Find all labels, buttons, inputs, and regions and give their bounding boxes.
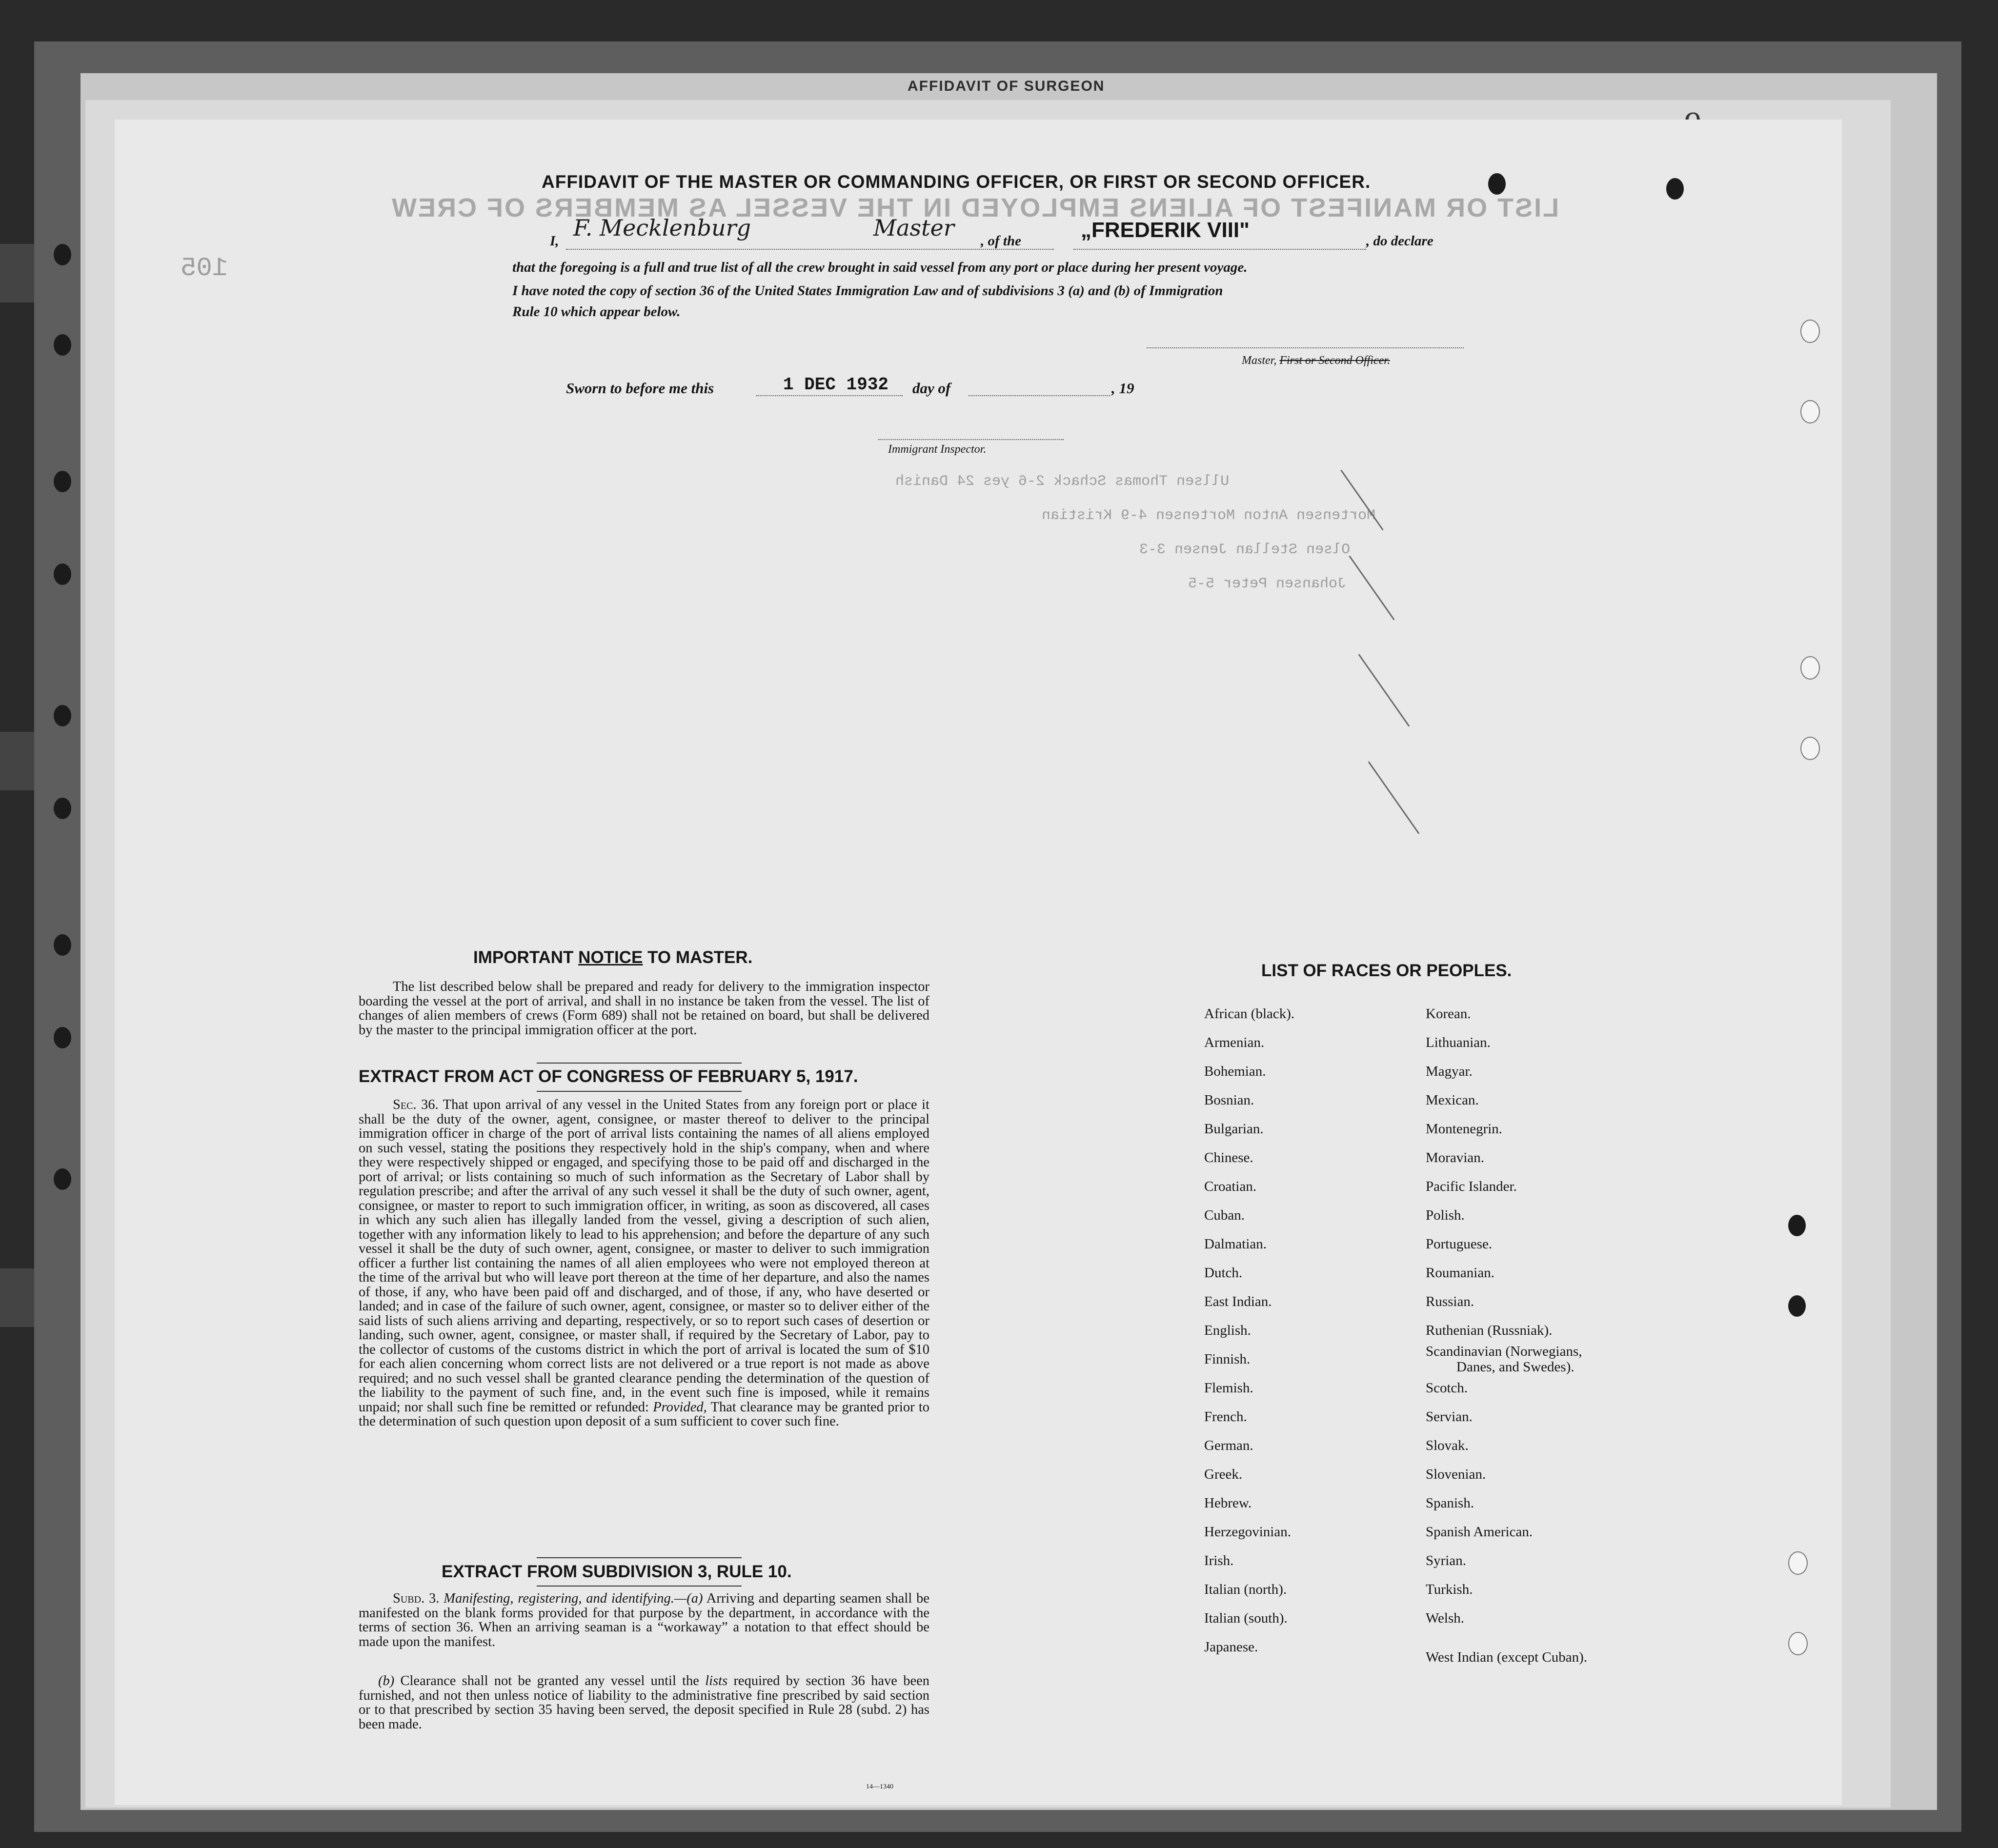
race-item: Slovak. (1426, 1438, 1469, 1453)
affidavit-line-1 (550, 233, 559, 249)
race-item: Moravian. (1426, 1150, 1484, 1165)
race-item: Magyar. (1426, 1064, 1473, 1079)
binder-hole (54, 1168, 71, 1190)
race-item: West Indian (except Cuban). (1426, 1649, 1588, 1665)
race-item: African (black). (1204, 1006, 1295, 1022)
affidavit-line-3: I have noted the copy of section 36 of the United States Immigration Law and of subdivisions 3 (a) and (b) of Immigration (512, 283, 1223, 299)
binder-hole (1800, 320, 1820, 343)
ghost-row: Johansen Peter 5-5 (1188, 576, 1347, 592)
race-item: Dalmatian. (1204, 1236, 1267, 1252)
ghost-manifest-title: LIST OR MANIFEST OF ALIENS EMPLOYED IN THE VESSEL AS MEMBERS OF CREW (390, 193, 1559, 222)
subdivision-title: Manifesting, registering, and identifying.—(a) (444, 1591, 703, 1606)
form-number: 14—1340 (866, 1783, 893, 1790)
pencil-mark (1368, 761, 1420, 834)
binder-hole (1800, 737, 1820, 760)
race-item: Portuguese. (1426, 1236, 1493, 1252)
race-item: Scandinavian (Norwegians, (1426, 1344, 1582, 1359)
race-item: Croatian. (1204, 1179, 1257, 1194)
master-caption-main: Master, (1242, 354, 1277, 367)
races-heading: LIST OF RACES OR PEOPLES. (1261, 961, 1512, 980)
pencil-mark (1358, 654, 1410, 726)
ghost-row: Mortensen Anton Mortensen 4-9 Kristian (1042, 507, 1376, 524)
ghost-row: Olsen Stellan Jensen 3-3 (1139, 542, 1351, 558)
provided-word: Provided, (653, 1399, 707, 1415)
race-item: Russian. (1426, 1294, 1474, 1309)
month-fill-line (969, 395, 1110, 396)
affidavit-heading: AFFIDAVIT OF THE MASTER OR COMMANDING OFFICER, OR FIRST OR SECOND OFFICER. (542, 172, 1371, 192)
subdivision-a-text: Arriving and departing seamen shall be manifested on the blank forms provided for that purpose by the department, in accordance with the terms of section 36. When an arriving seaman is a “workaway” a notation to that effect should be made upon the manifest. (359, 1591, 929, 1649)
race-item: Turkish. (1426, 1582, 1473, 1597)
race-item: Ruthenian (Russniak). (1426, 1323, 1553, 1338)
section-36-text-end: That clearance may be granted prior to the determination of such question upon deposit of a sum sufficient to cover such fine. (359, 1399, 930, 1429)
binder-hole (1488, 173, 1506, 195)
race-item: Montenegrin. (1426, 1121, 1503, 1137)
race-item: Bosnian. (1204, 1092, 1254, 1108)
race-item: Korean. (1426, 1006, 1471, 1022)
race-item: Mexican. (1426, 1092, 1479, 1108)
race-item: Polish. (1426, 1207, 1465, 1223)
binder-hole (1788, 1551, 1808, 1575)
binder-hole (1800, 656, 1820, 680)
sworn-date-line (756, 395, 903, 396)
section-rule (537, 1091, 742, 1092)
binder-hole (54, 1027, 71, 1048)
section-36-paragraph (359, 1098, 929, 1429)
race-item: Spanish American. (1426, 1524, 1533, 1540)
race-item: Japanese. (1204, 1639, 1258, 1655)
race-item: Servian. (1426, 1409, 1473, 1425)
master-signature-line (1147, 347, 1464, 348)
vessel-fill-line (1073, 249, 1366, 250)
binder-hole (1788, 1632, 1808, 1655)
binder-tab (0, 1268, 34, 1327)
race-item: Lithuanian. (1426, 1035, 1491, 1050)
race-item: Armenian. (1204, 1035, 1265, 1050)
race-item: Greek. (1204, 1466, 1243, 1482)
affidavit-line-4: Rule 10 which appear below. (512, 304, 681, 320)
race-item: French. (1204, 1409, 1247, 1425)
binder-hole (54, 471, 71, 492)
ghost-page-number: 105 (181, 254, 228, 283)
binder-hole (54, 563, 71, 585)
sworn-text: Sworn to before me this (566, 380, 714, 397)
extract-act-heading: EXTRACT FROM ACT OF CONGRESS OF FEBRUARY 5, 1917. (359, 1067, 858, 1086)
notice-heading-master: TO MASTER. (647, 948, 753, 967)
master-signature-name: F. Mecklenburg (573, 215, 751, 241)
section-36-label: Sec. 36. (393, 1097, 439, 1112)
notice-heading-important: IMPORTANT (473, 948, 574, 967)
race-item: Chinese. (1204, 1150, 1253, 1165)
notice-heading-notice: NOTICE (578, 948, 643, 967)
section-rule (537, 1557, 742, 1558)
extract-rule-heading: EXTRACT FROM SUBDIVISION 3, RULE 10. (442, 1562, 792, 1581)
master-caption (1242, 354, 1390, 367)
binder-tab (0, 732, 34, 790)
of-the-text: , of the (981, 233, 1021, 249)
surgeon-affidavit-title: AFFIDAVIT OF SURGEON (908, 78, 1105, 94)
binder-hole (54, 934, 71, 956)
subdivision-b-lists: lists (705, 1673, 728, 1688)
race-item: Irish. (1204, 1553, 1234, 1568)
race-item: Roumanian. (1426, 1265, 1494, 1281)
race-item: Scotch. (1426, 1380, 1468, 1396)
race-item: Italian (south). (1204, 1610, 1288, 1626)
notice-paragraph: The list described below shall be prepared and ready for delivery to the immigration inspector boarding the vessel at the port of arrival, and shall in no instance be taken from the vessel. The list of changes of alien members of crews (Form 689) shall not be retained on board, but shall be delivered by the master to the principal immigration officer at the port. (359, 979, 929, 1038)
subdivision-b-text-2: required by section 36 have been furnished, and not then unless notice of liability to the administrative fine prescribed by said section or to that prescribed by section 35 having been served, the deposit specified in Rule 28 (subd. 2) has been made. (359, 1673, 930, 1732)
affidavit-page (115, 120, 1842, 1805)
race-item: German. (1204, 1438, 1253, 1453)
race-item: English. (1204, 1323, 1251, 1338)
race-item: Flemish. (1204, 1380, 1253, 1396)
date-stamp: 1 DEC 1932 (783, 375, 889, 395)
inspector-caption: Immigrant Inspector. (888, 443, 987, 456)
subdivision-b-paragraph (359, 1674, 929, 1731)
binder-hole (54, 798, 71, 819)
race-item: Bulgarian. (1204, 1121, 1264, 1137)
subdivision-label: Subd. 3. (393, 1591, 440, 1606)
ghost-row: Ullsen Thomas Schack 2-6 yes 24 Danish (895, 473, 1230, 490)
race-item: Spanish. (1426, 1495, 1474, 1511)
master-signature-title: Master (873, 215, 954, 241)
race-item: Herzegovinian. (1204, 1524, 1291, 1540)
inspector-signature-line (878, 439, 1064, 440)
binder-hole (1800, 400, 1820, 423)
notice-heading (473, 948, 752, 967)
binder-hole (54, 334, 71, 356)
race-item: Italian (north). (1204, 1582, 1287, 1597)
do-declare-text: , do declare (1366, 233, 1433, 249)
affidavit-line-2: that the foregoing is a full and true list of all the crew brought in said vessel from any port or place during her present voyage. (512, 260, 1248, 275)
binder-hole (1788, 1295, 1806, 1317)
section-36-text: That upon arrival of any vessel in the United States from any foreign port or place it shall be the duty of the owner, agent, consignee, or master thereof to deliver to the principal immigration officer in charge of the port of arrival lists containing the names of all aliens employed on such vessel, stating the positions they respectively hold in the ship's company, when and where they were respectively shipped or engaged, and specifying those to be paid off and discharged in the port of arrival; or lists containing so much of such information as the Secretary of Labor shall by regulation prescribe; and after the arrival of any such vessel it shall be the duty of such owner, agent, consignee, or master to report to such immigration officer, in writing, as soon as discovered, all cases in which any such alien has illegally landed from the vessel, giving a description of such alien, together with any information likely to lead to his apprehension; and before the departure of any such vessel it shall be the duty of such owner, agent, consignee, or master to deliver to such immigration officer a further list containing the names of all alien employees who were not employed thereon at the time of the arrival but who will leave port thereon at the time of her departure, and also the names of those, if any, who have been paid off and discharged, and of those, if any, who have deserted or landed; and in case of the failure of such owner, agent, consignee, or master so to deliver either of the said lists of such aliens arriving and departing, respectively, or so to report such cases of desertion or landing, such owner, agent, consignee, or master shall, if required by the Secretary of Labor, pay to the collector of customs of the customs district in which the port of arrival is located the sum of $10 for each alien concerning whom correct lists are not delivered or a true report is not made as above required; and no such vessel shall be granted clearance pending the determination of the question of the liability to the payment of such fine, and, in the event such fine is imposed, while it remains unpaid; nor shall such fine be remitted or refunded: (359, 1097, 929, 1415)
race-item: Syrian. (1426, 1553, 1466, 1568)
race-item: Bohemian. (1204, 1064, 1266, 1079)
race-item: Pacific Islander. (1426, 1179, 1517, 1194)
race-item: Hebrew. (1204, 1495, 1252, 1511)
binder-hole (1788, 1215, 1806, 1236)
race-item: Dutch. (1204, 1265, 1243, 1281)
subdivision-a-paragraph (359, 1591, 929, 1649)
binder-tab (0, 244, 34, 302)
section-rule (537, 1586, 742, 1587)
master-caption-struck: First or Second Officer. (1279, 354, 1390, 367)
race-item: Finnish. (1204, 1351, 1251, 1367)
affidavit-i: I, (550, 233, 559, 249)
binder-hole (1666, 178, 1684, 200)
binder-hole (54, 705, 71, 726)
binder-hole (54, 244, 71, 265)
race-item: Slovenian. (1426, 1466, 1486, 1482)
race-item: East Indian. (1204, 1294, 1272, 1309)
section-rule (537, 1063, 742, 1064)
subdivision-b-label: (b) (378, 1673, 395, 1688)
subdivision-b-text-1: Clearance shall not be granted any vessel until the (400, 1673, 699, 1688)
day-of-text: day of (912, 380, 951, 397)
vessel-name: „FREDERIK VIII" (1081, 218, 1250, 242)
year-prefix: , 19 (1111, 380, 1134, 397)
race-item: Cuban. (1204, 1207, 1245, 1223)
race-item: Welsh. (1426, 1610, 1465, 1626)
race-item: Danes, and Swedes). (1456, 1359, 1574, 1375)
pencil-mark (1349, 556, 1394, 621)
